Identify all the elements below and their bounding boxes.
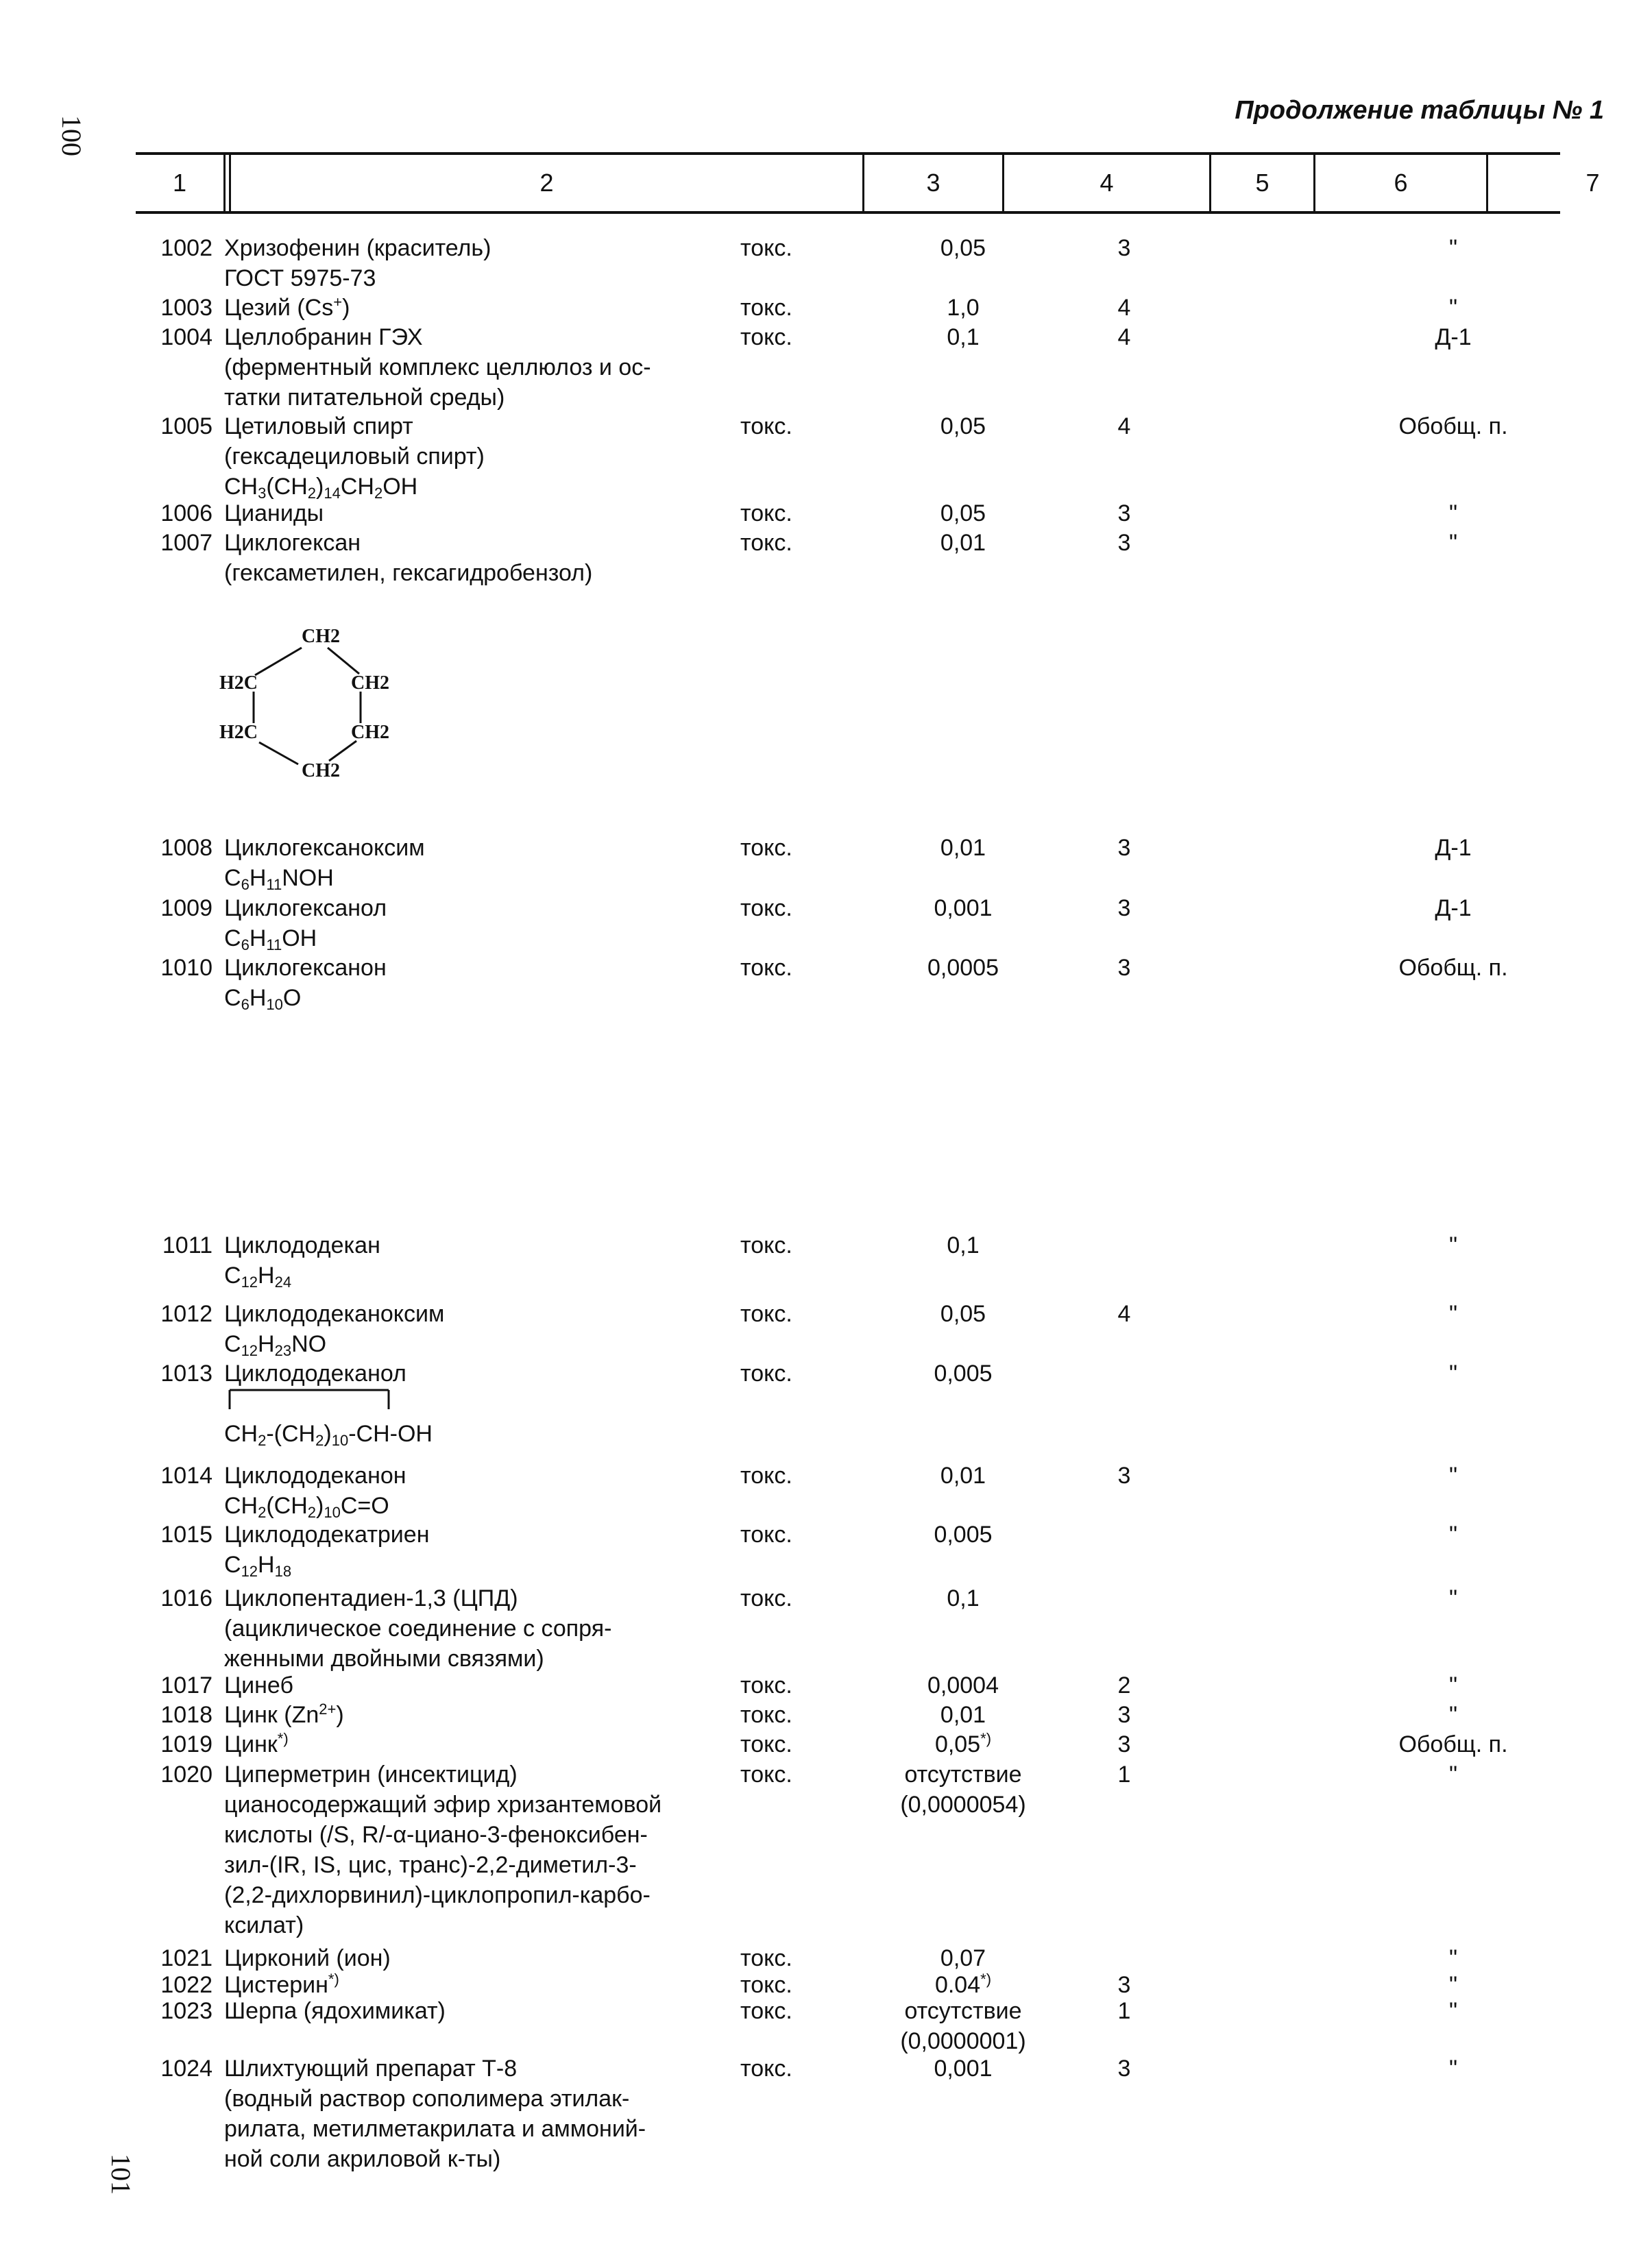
note: "	[1448, 530, 1458, 556]
concentration-value: 0,05*)	[934, 1730, 992, 1757]
concentration-value: 0,07	[940, 1945, 986, 1971]
note: "	[1448, 1585, 1458, 1611]
row-number: 1005	[160, 413, 212, 439]
hazard-indicator: токс.	[740, 1522, 792, 1548]
note: "	[1448, 500, 1458, 526]
concentration-value: 0,1	[947, 1585, 980, 1611]
note: "	[1448, 2056, 1458, 2082]
ring-label-bottom: CH2	[302, 760, 340, 781]
hazard-class: 3	[1117, 500, 1131, 526]
note: "	[1448, 1672, 1458, 1698]
concentration-value: 0,1	[947, 324, 980, 350]
concentration-value: 0,1	[947, 1232, 980, 1258]
concentration-value: 1,0	[947, 295, 980, 321]
hazard-class: 4	[1117, 295, 1131, 321]
note: "	[1448, 295, 1458, 321]
concentration-value: отсутствие (0,0000001)	[900, 1998, 1026, 2054]
hazard-indicator: токс.	[740, 955, 792, 981]
substance-name: Циклододекан $C_{12}H_{24}$	[224, 1232, 380, 1291]
ring-label-right-upper: CH2	[351, 672, 389, 694]
note: "	[1448, 1522, 1458, 1548]
hazard-class: 3	[1117, 955, 1131, 981]
hazard-class: 3	[1117, 2056, 1131, 2082]
note: "	[1448, 1945, 1458, 1971]
table-header	[136, 152, 1600, 214]
row-number: 1003	[160, 295, 212, 321]
hazard-indicator: токс.	[740, 1998, 792, 2024]
table-caption: Продолжение таблицы № 1	[1235, 96, 1604, 125]
substance-name: Циклогексанон $C_6H_{10}O$	[224, 955, 387, 1013]
header-col-5: 5	[1255, 169, 1270, 197]
substance-name: Цинк*)	[224, 1730, 289, 1757]
hazard-class: 3	[1117, 235, 1131, 261]
hazard-indicator: токс.	[740, 295, 792, 321]
note: "	[1448, 235, 1458, 261]
note: "	[1448, 1301, 1458, 1327]
substance-name: Цирконий (ион)	[224, 1945, 391, 1971]
substance-name: Циклогексаноксим $C_6H_{11}NOH$	[224, 835, 425, 893]
cyclohexane-structure-diagram	[206, 620, 411, 785]
row-number: 1023	[160, 1998, 212, 2024]
concentration-value: 0,005	[934, 1522, 993, 1548]
concentration-value: 0,05	[940, 500, 986, 526]
row-number: 1015	[160, 1522, 212, 1548]
header-col-3: 3	[926, 169, 940, 197]
row-number: 1014	[160, 1463, 212, 1489]
hazard-indicator: токс.	[740, 2056, 792, 2082]
substance-name: Циперметрин (инсектицид) цианосодержащий эфир хризантемовой кислоты (/S, R/-α-циано-3-феноксибен- зил-(IR, IS, цис, транс)-2,2-диметил-3- (2,2-дихлорвинил)-циклопропил-карбо- ксилат)	[224, 1762, 662, 1938]
row-number: 1009	[160, 895, 212, 921]
concentration-value: 0,01	[940, 835, 986, 861]
substance-name: Цинк $(Zn^{2+})$	[224, 1701, 344, 1728]
hazard-class: 1	[1117, 1998, 1131, 2024]
concentration-value: 0,001	[934, 2056, 993, 2082]
substance-name: Цетиловый спирт (гексадециловый спирт) $CH_3(CH_2)_{14}CH_2OH$	[224, 413, 485, 502]
hazard-class: 2	[1117, 1672, 1131, 1698]
hazard-class: 4	[1117, 413, 1131, 439]
hazard-indicator: токс.	[740, 895, 792, 921]
hazard-indicator: токс.	[740, 1301, 792, 1327]
substance-name: Циклододекатриен $C_{12}H_{18}$	[224, 1522, 430, 1580]
header-col-1: 1	[172, 169, 187, 197]
hazard-indicator: токс.	[740, 1585, 792, 1611]
substance-name: Циклогексанол $C_6H_{11}OH$	[224, 895, 387, 953]
hazard-class: 3	[1117, 835, 1131, 861]
concentration-value: 0,01	[940, 1702, 986, 1728]
hazard-indicator: токс.	[740, 1463, 792, 1489]
substance-name: Циклогексан (гексаметилен, гексагидробензол)	[224, 530, 593, 586]
row-number: 1018	[160, 1702, 212, 1728]
hazard-indicator: токс.	[740, 1972, 792, 1998]
substance-name: Целлобранин ГЭХ (ферментный комплекс целлюлоз и ос- татки питательной среды)	[224, 324, 651, 411]
row-number: 1010	[160, 955, 212, 981]
row-number: 1017	[160, 1672, 212, 1698]
note: "	[1448, 1702, 1458, 1728]
note: Обобщ. п.	[1398, 955, 1508, 981]
row-number: 1019	[160, 1731, 212, 1757]
hazard-indicator: токс.	[740, 835, 792, 861]
row-number: 1013	[160, 1361, 212, 1387]
note: "	[1448, 1361, 1458, 1387]
hazard-indicator: токс.	[740, 1762, 792, 1788]
row-number: 1021	[160, 1945, 212, 1971]
concentration-value: 0,0005	[927, 955, 999, 981]
row-number: 1007	[160, 530, 212, 556]
row-number: 1022	[160, 1972, 212, 1998]
substance-name: Шлихтующий препарат Т-8 (водный раствор сополимера этилак- рилата, метилметакрилата и аммоний- ной соли акриловой к-ты)	[224, 2056, 646, 2172]
hazard-indicator: токс.	[740, 1702, 792, 1728]
note: "	[1448, 1972, 1458, 1998]
substance-name: Цинеб	[224, 1672, 293, 1698]
ring-label-top: CH2	[302, 626, 340, 647]
concentration-value: 0,05	[940, 413, 986, 439]
hazard-indicator: токс.	[740, 324, 792, 350]
hazard-indicator: токс.	[740, 530, 792, 556]
header-col-6: 6	[1394, 169, 1408, 197]
hazard-class: 1	[1117, 1762, 1131, 1788]
header-col-4: 4	[1100, 169, 1114, 197]
page-number-top: 100	[56, 115, 87, 156]
substance-name: Циклододеканон $CH_2(CH_2)_{10}C=O$	[224, 1463, 406, 1521]
row-number: 1012	[160, 1301, 212, 1327]
concentration-value: отсутствие (0,0000054)	[900, 1762, 1026, 1818]
note: "	[1448, 1232, 1458, 1258]
note: Д-1	[1435, 895, 1472, 921]
hazard-indicator: токс.	[740, 413, 792, 439]
header-col-2: 2	[539, 169, 554, 197]
note: Обобщ. п.	[1398, 1731, 1508, 1757]
hazard-indicator: токс.	[740, 1361, 792, 1387]
note: Обобщ. п.	[1398, 413, 1508, 439]
row-number: 1024	[160, 2056, 212, 2082]
substance-name: Хризофенин (краситель) ГОСТ 5975-73	[224, 235, 491, 291]
hazard-class: 3	[1117, 530, 1131, 556]
substance-name: Цистерин*)	[224, 1971, 339, 1998]
row-number: 1016	[160, 1585, 212, 1611]
concentration-value: 0,05	[940, 235, 986, 261]
hazard-class: 3	[1117, 1702, 1131, 1728]
header-col-7: 7	[1586, 169, 1600, 197]
page-number-bottom: 101	[106, 2154, 136, 2195]
concentration-value: 0,01	[940, 530, 986, 556]
note: "	[1448, 1463, 1458, 1489]
hazard-indicator: токс.	[740, 500, 792, 526]
substance-name: Цезий (Cs+)	[224, 293, 350, 321]
ring-label-right-lower: CH2	[351, 722, 389, 743]
hazard-indicator: токс.	[740, 235, 792, 261]
hazard-class: 3	[1117, 1731, 1131, 1757]
hazard-class: 3	[1117, 1972, 1131, 1998]
row-number: 1011	[162, 1232, 212, 1258]
row-number: 1008	[160, 835, 212, 861]
row-number: 1004	[160, 324, 212, 350]
concentration-value: 0,01	[940, 1463, 986, 1489]
row-number: 1002	[160, 235, 212, 261]
hazard-class: 4	[1117, 324, 1131, 350]
substance-name: Шерпа (ядохимикат)	[224, 1998, 446, 2024]
note: Д-1	[1435, 324, 1472, 350]
note: "	[1448, 1998, 1458, 2024]
hazard-indicator: токс.	[740, 1945, 792, 1971]
concentration-value: 0,001	[934, 895, 993, 921]
hazard-class: 4	[1117, 1301, 1131, 1327]
hazard-indicator: токс.	[740, 1672, 792, 1698]
ring-label-left-upper: H2C	[219, 672, 258, 694]
hazard-indicator: токс.	[740, 1232, 792, 1258]
row-number: 1020	[160, 1762, 212, 1788]
substance-name: Циклододеканоксим $C_{12}H_{23}NO$	[224, 1301, 445, 1359]
concentration-value: 0,05	[940, 1301, 986, 1327]
row-number: 1006	[160, 500, 212, 526]
substance-name: Циклопентадиен-1,3 (ЦПД) (ациклическое соединение с сопря- женными двойными связями)	[224, 1585, 612, 1672]
hazard-class: 3	[1117, 895, 1131, 921]
note: Д-1	[1435, 835, 1472, 861]
concentration-value: 0,0004	[927, 1672, 999, 1698]
ring-label-left-lower: H2C	[219, 722, 258, 743]
concentration-value: 0.04*)	[934, 1971, 992, 1998]
hazard-class: 3	[1117, 1463, 1131, 1489]
substance-name: Циклододеканол $CH_2-(CH_2)_{10}-CH-OH$	[224, 1361, 433, 1449]
note: "	[1448, 1762, 1458, 1788]
concentration-value: 0,005	[934, 1361, 993, 1387]
hazard-indicator: токс.	[740, 1731, 792, 1757]
substance-name: Цианиды	[224, 500, 324, 526]
